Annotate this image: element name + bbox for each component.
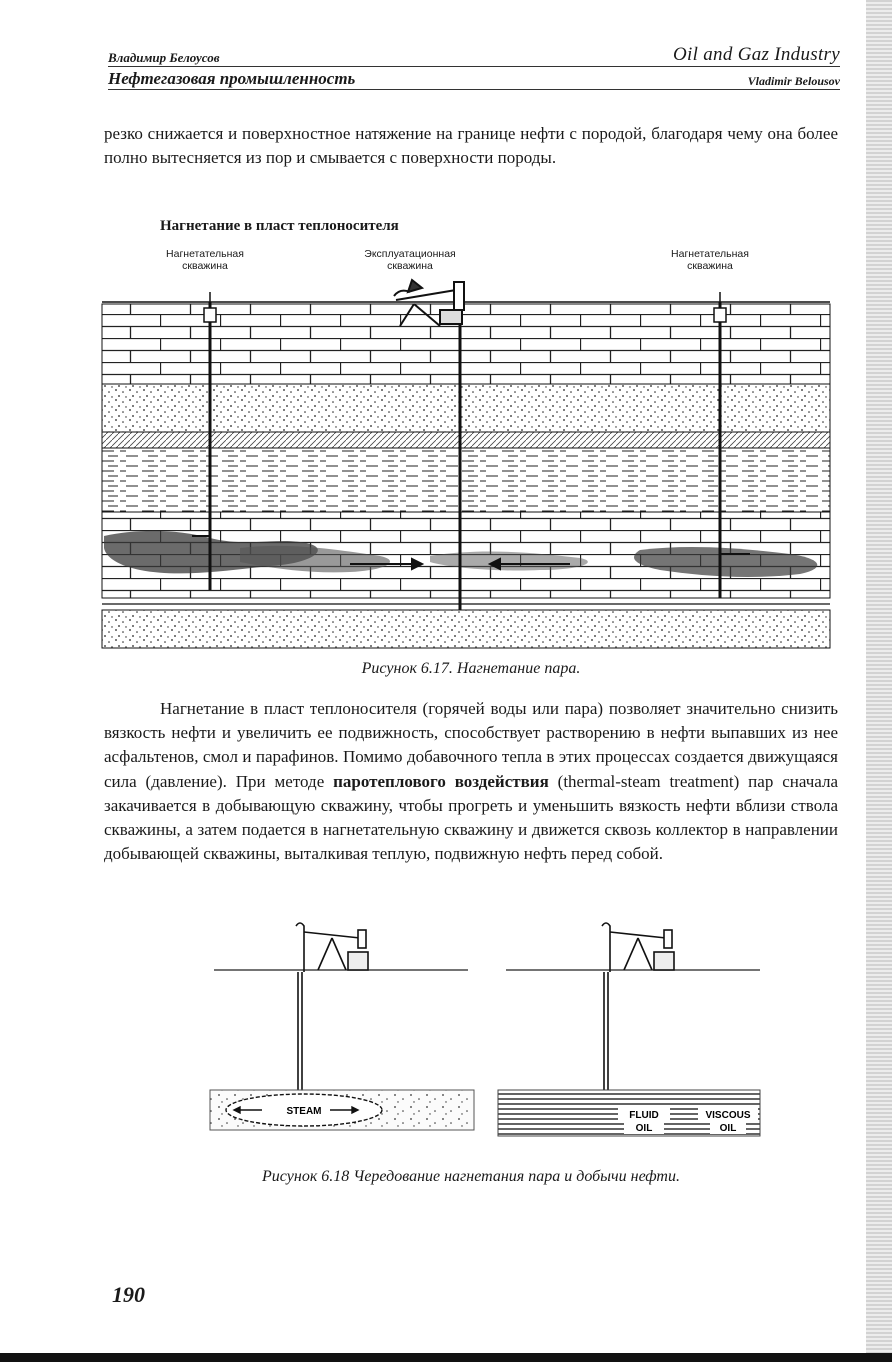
header-bottom-row	[108, 67, 840, 90]
figure-steam-injection	[100, 218, 834, 652]
oil-label: OIL	[635, 1123, 653, 1134]
header-book-title-en: Oil and Gaz Industry	[673, 44, 840, 65]
fluid-label: FLUID	[629, 1110, 659, 1121]
scan-edge-shadow	[866, 0, 892, 1362]
figure-caption-6-18: Рисунок 6.18 Чередование нагнетания пара и добычи нефти.	[262, 1168, 680, 1185]
cyclic-steam-illustration	[200, 912, 768, 1162]
header-top-row	[108, 40, 840, 67]
label-injection-well-right: Нагнетательная скважина	[671, 248, 749, 272]
header-author-ru: Владимир Белоусов	[108, 50, 220, 65]
term-thermal-steam: паротеплового воздействия	[333, 771, 549, 791]
pumpjack-left-icon	[296, 923, 368, 1108]
header-author-en: Vladimir Belousov	[747, 74, 840, 88]
scan-bottom-edge	[0, 1353, 892, 1362]
figure-title: Нагнетание в пласт теплоносителя	[160, 218, 399, 234]
pumpjack-right-icon	[602, 923, 674, 1108]
running-header	[108, 40, 840, 90]
page-number: 190	[112, 1282, 145, 1307]
paragraph2-text-part2: (thermal-steam treatment) пар сначала закачивается в добывающую скважину, чтобы прогреть и уменьшить вязкость нефти вблизи ствола скважины, а затем подается в нагнетательную скважину и движется сквозь коллектор в направлении добывающей скважины, выталкивая теплую, подвижную нефть перед собой.	[104, 771, 838, 864]
figure-cyclic-steam	[200, 912, 768, 1162]
label-production-well: Эксплуатационная скважина	[364, 248, 456, 272]
steam-label: STEAM	[286, 1106, 322, 1117]
label-injection-well-left: Нагнетательная скважина	[166, 248, 244, 272]
viscous-label: VISCOUS	[705, 1110, 751, 1121]
header-book-title-ru: Нефтегазовая промышленность	[108, 69, 356, 88]
viscous-oil-label: OIL	[719, 1123, 737, 1134]
figure-caption-6-17: Рисунок 6.17. Нагнетание пара.	[361, 660, 581, 677]
reservoir-cross-section	[100, 218, 834, 652]
body-paragraph-1: резко снижается и поверхностное натяжение на границе нефти с породой, благодаря чему она более полно вытесняется из пор и смывается с поверхности породы.	[104, 124, 838, 168]
paragraph2-text-part1: Нагнетание в пласт теплоносителя (горячей воды или пара) позволяет значительно снизить вязкость нефти и увеличить ее подвижность, способствует растворению в нефти выпавших из нее асфальтенов, смол и парафинов. Помимо добавочного тепла в этих процессах создается движущаяся сила (давление). При методе	[104, 699, 838, 791]
body-paragraph-2	[104, 697, 838, 866]
